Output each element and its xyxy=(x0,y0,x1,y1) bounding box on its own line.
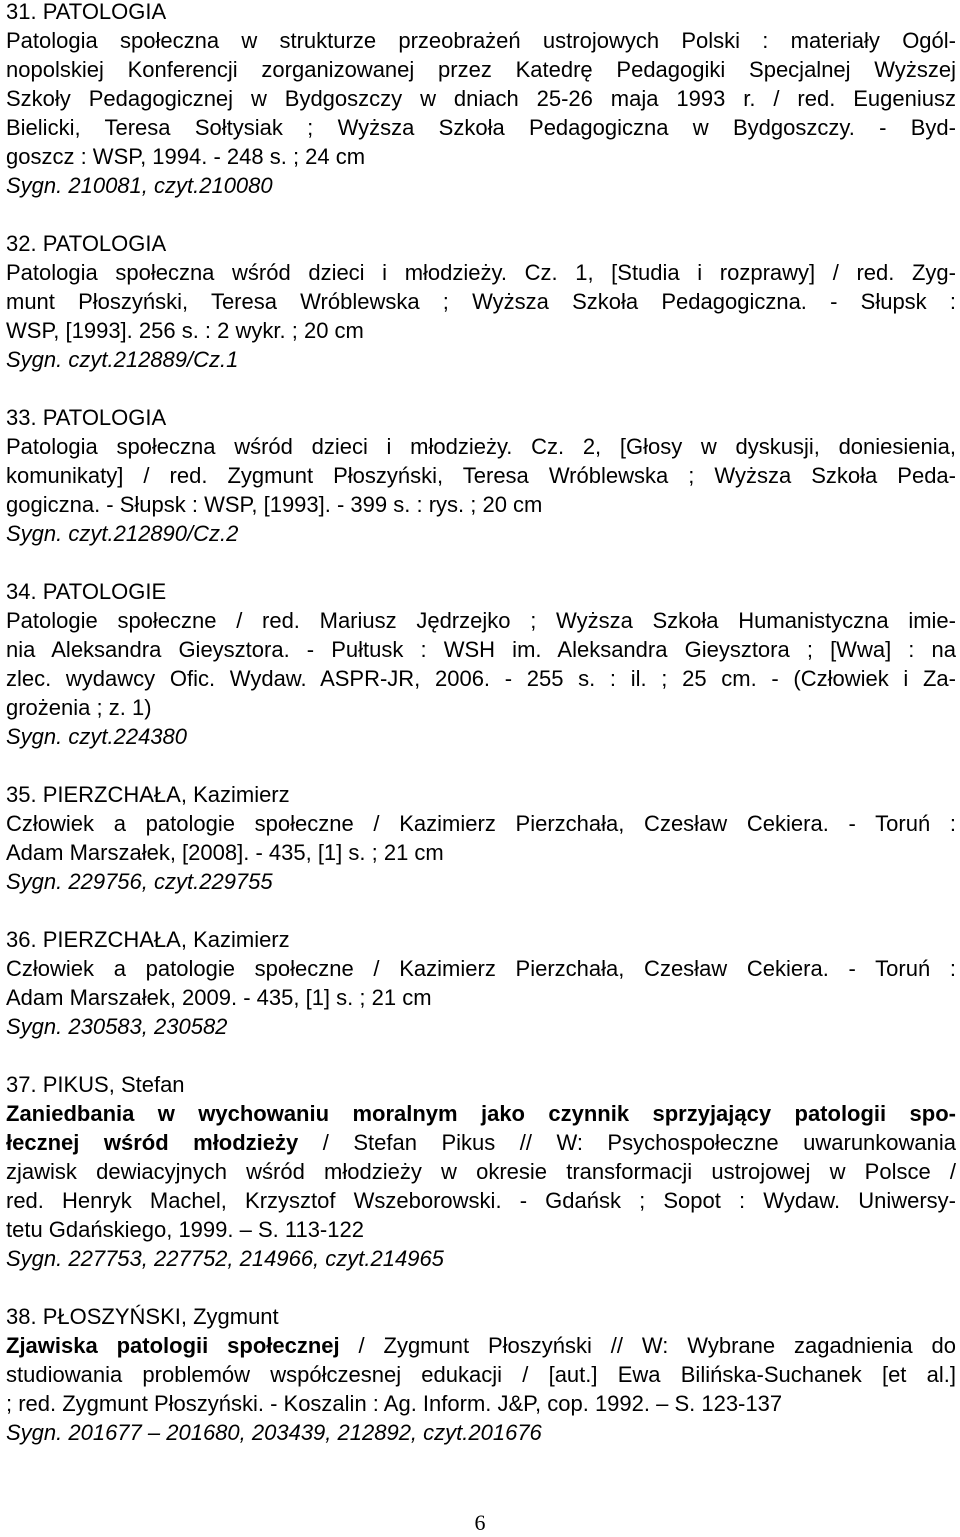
entry-text-cont: / Zygmunt Płoszyński // W: Wybrane zagadnienia do xyxy=(339,1333,956,1358)
entry-text-line: gogiczna. - Słupsk : WSP, [1993]. - 399 s. : rys. ; 20 cm xyxy=(6,492,543,517)
entry-35 xyxy=(6,780,956,896)
entry-text-line: Człowiek a patologie społeczne / Kazimierz Pierzchała, Czesław Cekiera. - Toruń : xyxy=(6,811,956,836)
entry-text-line: red. Henryk Machel, Krzysztof Wszeborowski. - Gdańsk ; Sopot : Wydaw. Uniwersy- xyxy=(6,1188,956,1213)
entry-text-line: tetu Gdańskiego, 1999. – S. 113-122 xyxy=(6,1217,364,1242)
entry-text-line: zjawisk dewiacyjnych wśród młodzieży w okresie transformacji ustrojowej w Polsce / xyxy=(6,1159,956,1184)
entry-text-line: studiowania problemów współczesnej edukacji / [aut.] Ewa Bilińska-Suchanek [et al.] xyxy=(6,1362,956,1387)
call-number: Sygn. 227753, 227752, 214966, czyt.214965 xyxy=(6,1246,444,1271)
entry-text-line: Człowiek a patologie społeczne / Kazimierz Pierzchała, Czesław Cekiera. - Toruń : xyxy=(6,956,956,981)
entry-text-line: komunikaty] / red. Zygmunt Płoszyński, Teresa Wróblewska ; Wyższa Szkoła Peda- xyxy=(6,463,956,488)
entry-text-line: WSP, [1993]. 256 s. : 2 wykr. ; 20 cm xyxy=(6,318,364,343)
entry-text-line: goszcz : WSP, 1994. - 248 s. ; 24 cm xyxy=(6,144,366,169)
page-number: 6 xyxy=(474,1510,486,1535)
entry-text-line: Patologie społeczne / red. Mariusz Jędrzejko ; Wyższa Szkoła Humanistyczna imie- xyxy=(6,608,956,633)
entry-32 xyxy=(6,229,956,374)
entry-title: Zaniedbania w wychowaniu moralnym jako czynnik sprzyjający patologii spo- xyxy=(6,1101,956,1126)
bibliography-page xyxy=(6,0,956,1476)
entry-33 xyxy=(6,403,956,548)
entry-text-line: grożenia ; z. 1) xyxy=(6,695,152,720)
call-number: Sygn. czyt.212890/Cz.2 xyxy=(6,521,239,546)
entry-38 xyxy=(6,1302,956,1447)
entry-37 xyxy=(6,1070,956,1273)
entry-text-line xyxy=(6,1128,956,1157)
entry-text-line: nopolskiej Konferencji zorganizowanej przez Katedrę Pedagogiki Specjalnej Wyższej xyxy=(6,57,956,82)
call-number: Sygn. 210081, czyt.210080 xyxy=(6,173,273,198)
entry-heading: 31. PATOLOGIA xyxy=(6,0,167,24)
entry-text-line: Szkoły Pedagogicznej w Bydgoszczy w dniach 25-26 maja 1993 r. / red. Eugeniusz xyxy=(6,86,956,111)
entry-heading: 32. PATOLOGIA xyxy=(6,231,167,256)
entry-text-line xyxy=(6,1331,956,1360)
call-number: Sygn. 229756, czyt.229755 xyxy=(6,869,273,894)
entry-heading: 34. PATOLOGIE xyxy=(6,579,167,604)
entry-text-cont: / Stefan Pikus // W: Psychospołeczne uwarunkowania xyxy=(298,1130,957,1155)
entry-text-line: ; red. Zygmunt Płoszyński. - Koszalin : Ag. Inform. J&P, cop. 1992. – S. 123-137 xyxy=(6,1391,783,1416)
entry-text-line: Adam Marszałek, [2008]. - 435, [1] s. ; 21 cm xyxy=(6,840,444,865)
entry-title: Zjawiska patologii społecznej xyxy=(6,1333,340,1358)
entry-heading: 36. PIERZCHAŁA, Kazimierz xyxy=(6,927,290,952)
entry-36 xyxy=(6,925,956,1041)
entry-heading: 35. PIERZCHAŁA, Kazimierz xyxy=(6,782,290,807)
call-number: Sygn. czyt.224380 xyxy=(6,724,188,749)
entry-text-line: Bielicki, Teresa Sołtysiak ; Wyższa Szkoła Pedagogiczna w Bydgoszczy. - Byd- xyxy=(6,115,956,140)
entry-text-line: Patologia społeczna w strukturze przeobrażeń ustrojowych Polski : materiały Ogól- xyxy=(6,28,956,53)
entry-text-line: Patologia społeczna wśród dzieci i młodzieży. Cz. 1, [Studia i rozprawy] / red. Zyg- xyxy=(6,260,956,285)
entry-title-cont: łecznej wśród młodzieży xyxy=(6,1130,299,1155)
call-number: Sygn. czyt.212889/Cz.1 xyxy=(6,347,239,372)
entry-34 xyxy=(6,577,956,751)
entry-heading: 33. PATOLOGIA xyxy=(6,405,167,430)
call-number: Sygn. 201677 – 201680, 203439, 212892, czyt.201676 xyxy=(6,1420,542,1445)
call-number: Sygn. 230583, 230582 xyxy=(6,1014,228,1039)
entry-heading: 38. PŁOSZYŃSKI, Zygmunt xyxy=(6,1304,279,1329)
entry-text-line: nia Aleksandra Gieysztora. - Pułtusk : WSH im. Aleksandra Gieysztora ; [Wwa] : na xyxy=(6,637,956,662)
entry-text-line: Patologia społeczna wśród dzieci i młodzieży. Cz. 2, [Głosy w dyskusji, doniesienia, xyxy=(6,434,956,459)
entry-text-line: zlec. wydawcy Ofic. Wydaw. ASPR-JR, 2006. - 255 s. : il. ; 25 cm. - (Człowiek i Za- xyxy=(6,666,956,691)
entry-31 xyxy=(6,0,956,200)
entry-heading: 37. PIKUS, Stefan xyxy=(6,1072,185,1097)
entry-text-line: munt Płoszyński, Teresa Wróblewska ; Wyższa Szkoła Pedagogiczna. - Słupsk : xyxy=(6,289,956,314)
entry-text-line: Adam Marszałek, 2009. - 435, [1] s. ; 21 cm xyxy=(6,985,432,1010)
